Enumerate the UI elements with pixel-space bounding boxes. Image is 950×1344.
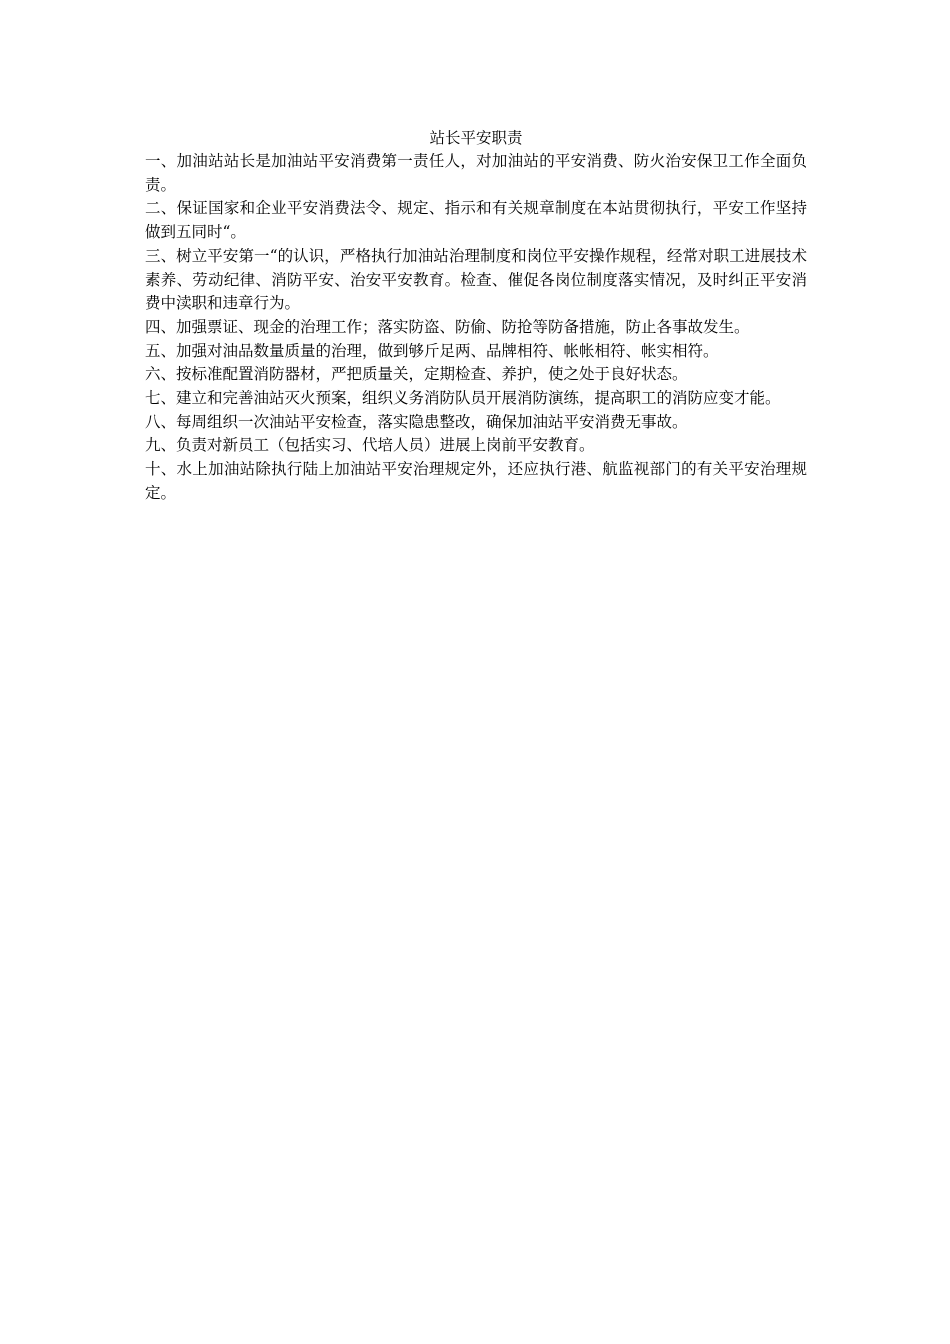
document-page <box>145 127 807 506</box>
duty-item-2: 二、保证国家和企业平安消费法令、规定、指示和有关规章制度在本站贯彻执行，平安工作坚持做到五同时“。 <box>145 199 807 242</box>
duty-item-6: 六、按标准配置消防器材，严把质量关，定期检查、养护，使之处于良好状态。 <box>145 365 688 384</box>
duty-item-8: 八、每周组织一次油站平安检查，落实隐患整改，确保加油站平安消费无事故。 <box>145 412 688 431</box>
duty-item-1: 一、加油站站长是加油站平安消费第一责任人，对加油站的平安消费、防火治安保卫工作全面负责。 <box>145 152 807 194</box>
duty-item-5: 五、加强对油品数量质量的治理，做到够斤足两、品牌相符、帐帐相符、帐实相符。 <box>145 341 719 360</box>
duty-item-10: 十、水上加油站除执行陆上加油站平安治理规定外，还应执行港、航监视部门的有关平安治理规定。 <box>145 460 807 502</box>
duty-item-4: 四、加强票证、现金的治理工作；落实防盗、防偷、防抢等防备措施，防止各事故发生。 <box>145 317 750 336</box>
duty-item-7: 七、建立和完善油站灭火预案，组织义务消防队员开展消防演练，提高职工的消防应变才能。 <box>145 389 781 408</box>
duty-item-3: 三、树立平安第一“的认识，严格执行加油站治理制度和岗位平安操作规程，经常对职工进展技术素养、劳动纪律、消防平安、治安平安教育。检查、催促各岗位制度落实情况，及时纠正平安消费中渎职和违章行为。 <box>145 246 807 313</box>
duty-item-9: 九、负责对新员工（包括实习、代培人员）进展上岗前平安教育。 <box>145 436 595 455</box>
document-title: 站长平安职责 <box>429 129 523 147</box>
